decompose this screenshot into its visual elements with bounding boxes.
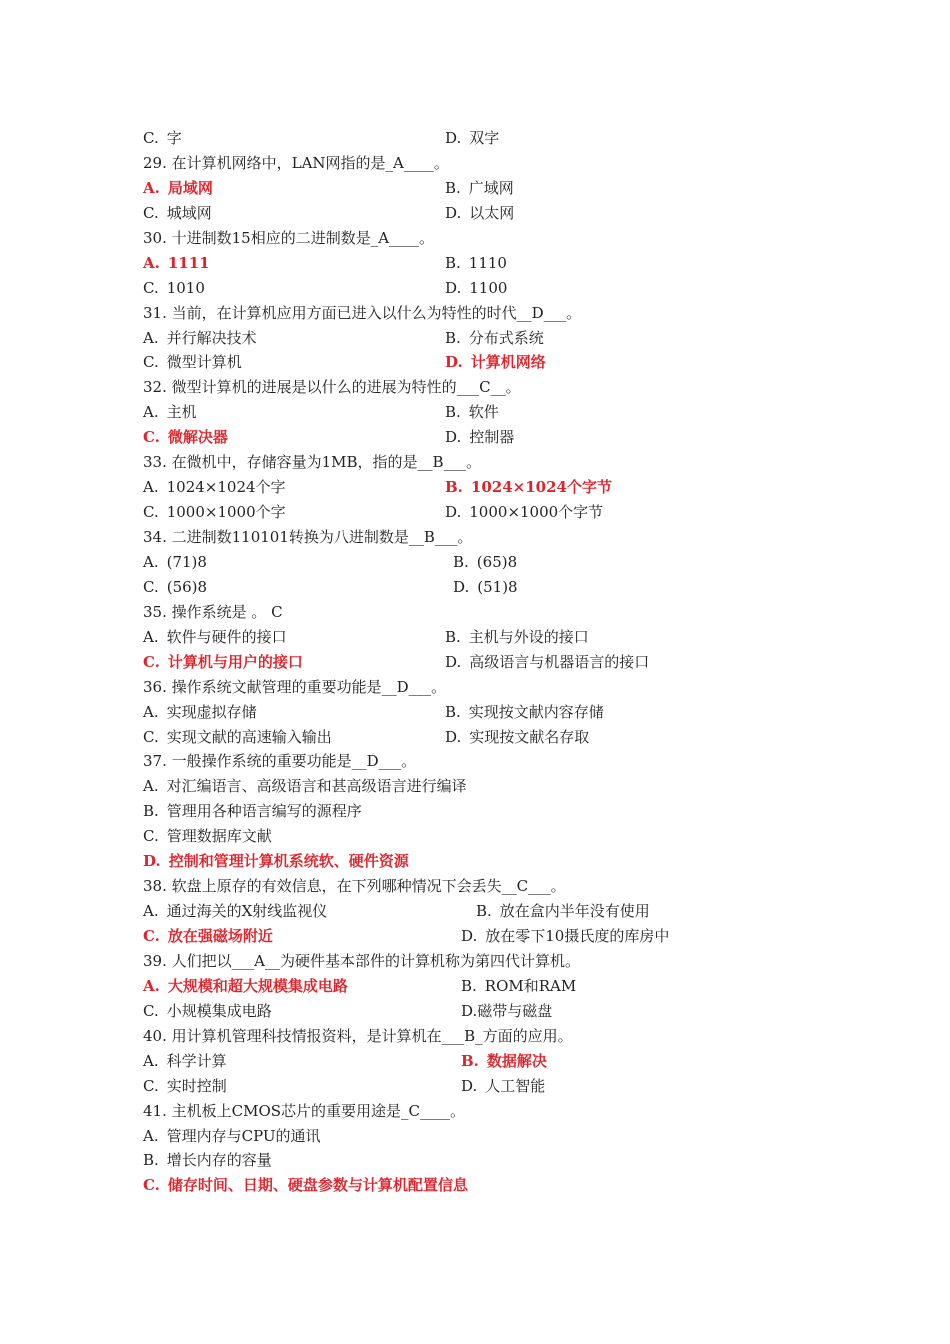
- correct-answer-option: [143, 849, 409, 874]
- option-row: [143, 550, 843, 575]
- answer-option: [453, 575, 518, 600]
- option-text: 双字: [469, 129, 500, 147]
- option-text: 1111: [167, 253, 210, 272]
- option-row: [143, 350, 843, 375]
- option-text: 大规模和超大规模集成电路: [167, 976, 348, 995]
- option-text: 管理数据库文献: [166, 827, 272, 846]
- option-text: 实现按文献名存取: [469, 727, 590, 746]
- option-row: [143, 899, 843, 924]
- option-text: 1100: [469, 278, 508, 297]
- option-letter: B.: [445, 702, 461, 721]
- option-text: 1110: [468, 253, 507, 272]
- option-letter: B.: [445, 403, 461, 422]
- option-text: (51)8: [477, 577, 518, 596]
- option-letter: D.: [143, 852, 161, 871]
- option-text: 并行解决技术: [166, 328, 257, 347]
- answer-option: [445, 700, 604, 725]
- option-letter: A.: [143, 702, 159, 721]
- answer-option: [445, 126, 499, 151]
- option-letter: C.: [143, 1176, 160, 1195]
- option-letter: D.: [445, 278, 462, 297]
- correct-answer-option: [143, 1173, 468, 1198]
- option-letter: C.: [143, 428, 160, 447]
- answer-option: [445, 176, 514, 201]
- option-text: 城域网: [166, 203, 212, 222]
- correct-answer-option: [445, 475, 612, 500]
- question-stem: 34. 二进制数110101转换为八进制数是__B___。: [143, 528, 473, 546]
- option-letter: D.: [461, 927, 478, 945]
- option-row: [143, 126, 843, 151]
- option-text: 软件: [468, 403, 499, 422]
- option-row: [143, 849, 843, 874]
- option-text: 实现文献的高速输入输出: [166, 727, 332, 746]
- option-text: 计算机网络: [470, 353, 546, 372]
- answer-option: [143, 799, 362, 824]
- correct-answer-option: [445, 350, 546, 375]
- option-text: 主机: [166, 403, 197, 422]
- option-row: [143, 1124, 843, 1149]
- option-letter: C.: [143, 652, 160, 671]
- option-letter: C.: [143, 353, 159, 372]
- answer-option: [461, 999, 552, 1024]
- option-text: 放在强磁场附近: [167, 927, 273, 945]
- correct-answer-option: [143, 974, 348, 999]
- option-letter: A.: [143, 552, 159, 571]
- option-row: [143, 326, 843, 351]
- answer-option: [143, 550, 207, 575]
- answer-option: [143, 725, 332, 750]
- option-letter: D.: [445, 353, 463, 372]
- option-row: [143, 974, 843, 999]
- option-letter: A.: [143, 1051, 159, 1070]
- answer-option: [445, 625, 589, 650]
- option-text: 计算机与用户的接口: [167, 652, 303, 671]
- option-letter: D.: [461, 1001, 478, 1020]
- option-letter: C.: [143, 827, 159, 846]
- option-letter: D.: [445, 203, 462, 222]
- correct-answer-option: [143, 425, 228, 450]
- question-stem: 38. 软盘上原存的有效信息，在下列哪种情况下会丢失__C___。: [143, 877, 566, 896]
- answer-option: [143, 899, 327, 924]
- answer-option: [143, 1049, 227, 1074]
- answer-option: [445, 425, 514, 450]
- answer-option: [143, 999, 272, 1024]
- answer-option: [143, 350, 242, 375]
- correct-answer-option: [143, 650, 303, 675]
- option-text: 对汇编语言、高级语言和甚高级语言进行编译: [166, 777, 467, 796]
- option-text: 1000×1000个字: [166, 503, 286, 522]
- option-letter: B.: [445, 478, 463, 497]
- option-text: 通过海关的X射线监视仪: [166, 902, 328, 921]
- question-stem: 41. 主机板上CMOS芯片的重要用途是_C____。: [143, 1101, 466, 1120]
- option-text: 分布式系统: [468, 328, 544, 347]
- option-letter: A.: [143, 777, 159, 796]
- option-text: 管理用各种语言编写的源程序: [166, 802, 362, 821]
- answer-option: [143, 1074, 227, 1099]
- question-stem: 31. 当前，在计算机应用方面已进入以什么为特性的时代__D___。: [143, 303, 582, 322]
- option-text: 字: [166, 129, 182, 147]
- option-letter: A.: [143, 1126, 159, 1145]
- option-letter: C.: [143, 927, 160, 945]
- option-text: 主机与外设的接口: [468, 627, 589, 646]
- option-text: 实时控制: [166, 1076, 227, 1095]
- option-row: [143, 1148, 843, 1173]
- option-letter: C.: [143, 577, 159, 596]
- option-row: [143, 650, 843, 675]
- option-row: [143, 400, 843, 425]
- option-letter: A.: [143, 328, 159, 347]
- answer-option: [461, 1074, 545, 1099]
- option-row: [143, 799, 843, 824]
- option-text: (71)8: [166, 552, 207, 571]
- option-row: [143, 700, 843, 725]
- exam-page: [143, 126, 843, 1198]
- question-stem: 29. 在计算机网络中，LAN网指的是_A____。: [143, 153, 449, 172]
- question-stem: 35. 操作系统是 。 C: [143, 602, 283, 621]
- answer-option: [143, 326, 257, 351]
- answer-option: [143, 824, 272, 849]
- correct-answer-option: [143, 176, 213, 201]
- option-letter: D.: [445, 727, 462, 746]
- option-letter: C.: [143, 203, 159, 222]
- option-text: 管理内存与CPU的通讯: [166, 1126, 321, 1145]
- option-row: [143, 176, 843, 201]
- answer-option: [143, 774, 467, 799]
- answer-option: [445, 650, 649, 675]
- option-letter: C.: [143, 1076, 159, 1095]
- answer-option: [453, 550, 517, 575]
- answer-option: [461, 924, 669, 949]
- answer-option: [445, 326, 544, 351]
- option-letter: B.: [445, 328, 461, 347]
- option-letter: A.: [143, 627, 159, 646]
- option-text: 控制和管理计算机系统软、硬件资源: [168, 852, 409, 871]
- correct-answer-option: [143, 924, 273, 949]
- option-text: 广域网: [468, 178, 514, 197]
- option-row: [143, 1173, 843, 1198]
- option-letter: D.: [445, 428, 462, 447]
- option-text: (65)8: [476, 552, 518, 571]
- option-text: 高级语言与机器语言的接口: [469, 652, 650, 671]
- option-text: 科学计算: [166, 1051, 227, 1070]
- answer-option: [476, 899, 650, 924]
- question-stem: 32. 微型计算机的进展是以什么的进展为特性的___C__。: [143, 378, 521, 397]
- answer-option: [445, 500, 603, 525]
- option-text: 1024×1024个字: [166, 478, 286, 497]
- option-text: 实现按文献内容存储: [468, 702, 604, 721]
- answer-option: [143, 1124, 321, 1149]
- option-letter: A.: [143, 902, 159, 921]
- option-text: ROM和RAM: [484, 976, 577, 995]
- question-stem: 40. 用计算机管理科技情报资料，是计算机在___B_方面的应用。: [143, 1026, 573, 1045]
- answer-option: [445, 400, 499, 425]
- answer-option: [445, 251, 507, 276]
- answer-option: [143, 475, 286, 500]
- answer-option: [143, 276, 205, 301]
- correct-answer-option: [461, 1049, 547, 1074]
- question-stem: 39. 人们把以___A__为硬件基本部件的计算机称为第四代计算机。: [143, 951, 580, 970]
- option-letter: D.: [453, 577, 470, 596]
- option-letter: C.: [143, 1001, 159, 1020]
- option-text: 局域网: [167, 178, 213, 197]
- answer-option: [143, 625, 287, 650]
- option-text: 软件与硬件的接口: [166, 627, 287, 646]
- answer-option: [143, 700, 257, 725]
- option-letter: B.: [476, 902, 492, 921]
- option-text: 储存时间、日期、硬盘参数与计算机配置信息: [167, 1176, 468, 1195]
- option-letter: C.: [143, 129, 159, 147]
- answer-option: [143, 575, 207, 600]
- question-stem: 36. 操作系统文献管理的重要功能是__D___。: [143, 677, 447, 696]
- answer-option: [445, 201, 514, 226]
- option-text: (56)8: [166, 577, 208, 596]
- option-row: [143, 575, 843, 600]
- option-letter: D.: [445, 652, 462, 671]
- option-letter: A.: [143, 253, 160, 272]
- answer-option: [445, 276, 507, 301]
- option-letter: B.: [461, 976, 477, 995]
- option-text: 微解决器: [167, 428, 228, 447]
- option-letter: C.: [143, 503, 159, 522]
- option-row: [143, 201, 843, 226]
- option-text: 实现虚拟存储: [166, 702, 257, 721]
- option-row: [143, 824, 843, 849]
- option-text: 1000×1000个字节: [469, 503, 604, 522]
- option-letter: B.: [461, 1051, 479, 1070]
- answer-option: [461, 974, 576, 999]
- option-row: [143, 774, 843, 799]
- option-row: [143, 625, 843, 650]
- option-row: [143, 924, 843, 949]
- option-text: 放在零下10摄氏度的库房中: [485, 927, 670, 945]
- option-row: [143, 425, 843, 450]
- option-letter: B.: [453, 552, 469, 571]
- option-text: 数据解决: [486, 1051, 547, 1070]
- question-stem: 33. 在微机中，存储容量为1MB，指的是__B___。: [143, 453, 482, 472]
- option-letter: A.: [143, 403, 159, 422]
- option-letter: C.: [143, 278, 159, 297]
- option-text: 控制器: [469, 428, 515, 447]
- option-row: [143, 251, 843, 276]
- correct-answer-option: [143, 251, 210, 276]
- option-row: [143, 1074, 843, 1099]
- option-letter: B.: [445, 253, 461, 272]
- option-letter: A.: [143, 976, 160, 995]
- option-letter: B.: [445, 178, 461, 197]
- option-letter: B.: [143, 802, 159, 821]
- answer-option: [445, 725, 589, 750]
- option-row: [143, 725, 843, 750]
- option-letter: A.: [143, 178, 160, 197]
- option-row: [143, 276, 843, 301]
- option-text: 微型计算机: [166, 353, 242, 372]
- option-text: 1024×1024个字节: [470, 478, 612, 497]
- option-text: 小规模集成电路: [166, 1001, 272, 1020]
- option-text: 增长内存的容量: [166, 1151, 272, 1170]
- option-letter: D.: [461, 1076, 478, 1095]
- option-row: [143, 999, 843, 1024]
- option-text: 1010: [166, 278, 205, 297]
- option-row: [143, 500, 843, 525]
- option-text: 放在盒内半年没有使用: [499, 902, 650, 921]
- option-text: 磁带与磁盘: [477, 1001, 553, 1020]
- option-letter: B.: [143, 1151, 159, 1170]
- option-text: 以太网: [469, 203, 515, 222]
- answer-option: [143, 201, 212, 226]
- option-text: 人工智能: [485, 1076, 546, 1095]
- answer-option: [143, 126, 182, 151]
- answer-option: [143, 1148, 272, 1173]
- option-letter: B.: [445, 627, 461, 646]
- option-row: [143, 1049, 843, 1074]
- option-letter: A.: [143, 478, 159, 497]
- option-letter: C.: [143, 727, 159, 746]
- question-stem: 30. 十进制数15相应的二进制数是_A____。: [143, 228, 435, 247]
- question-stem: 37. 一般操作系统的重要功能是__D___。: [143, 752, 417, 771]
- answer-option: [143, 500, 286, 525]
- option-letter: D.: [445, 129, 462, 147]
- answer-option: [143, 400, 197, 425]
- option-letter: D.: [445, 503, 462, 522]
- option-row: [143, 475, 843, 500]
